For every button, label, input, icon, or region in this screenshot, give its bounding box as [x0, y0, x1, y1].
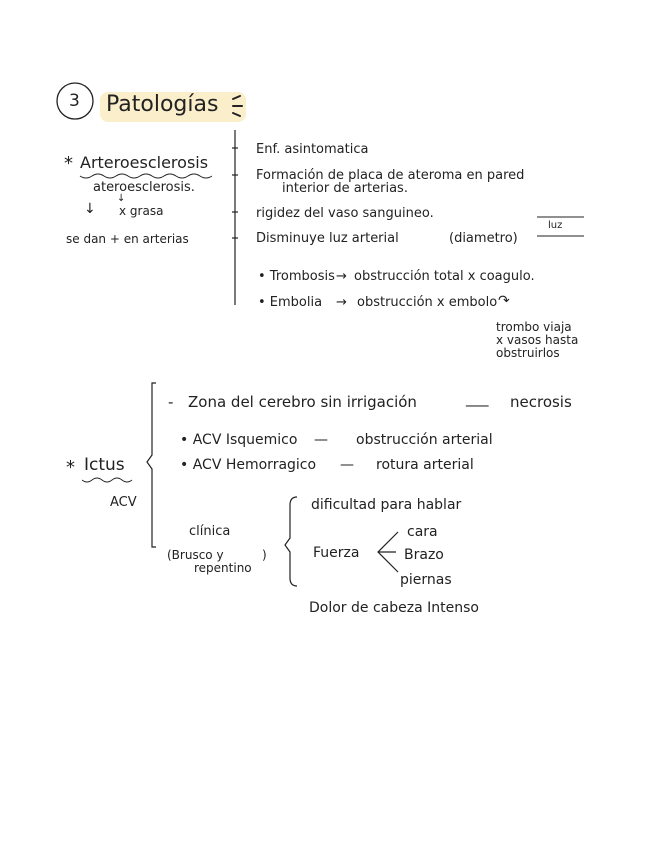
embolo-note-1: trombo viaja: [496, 320, 572, 334]
clinica-note-1: (Brusco y: [167, 548, 224, 562]
ictus-heading: Ictus: [84, 455, 125, 475]
embolo-note-3: obstruirlos: [496, 346, 560, 360]
symptom-cara: cara: [407, 524, 438, 540]
embolo-note-2: x vasos hasta: [496, 333, 579, 347]
clinica-label: clínica: [189, 524, 231, 539]
isquemico-dash: —: [314, 432, 328, 448]
title-number: 3: [69, 91, 80, 111]
arterio-heading: Arteroesclerosis: [80, 153, 209, 172]
clinica-note-1-end: ): [262, 548, 267, 562]
hemorragico-dash: —: [340, 457, 354, 473]
curved-arrow-icon: ↷: [498, 293, 510, 309]
symptom-piernas: piernas: [400, 572, 452, 588]
symptom-dolor: Dolor de cabeza Intenso: [309, 600, 479, 616]
bullet-asintomatica: Enf. asintomatica: [256, 142, 369, 157]
isquemico-text: • ACV Isquemico: [180, 432, 298, 448]
ictus-star: *: [66, 457, 75, 478]
trombosis-text: obstrucción total x coagulo.: [354, 269, 535, 284]
heading-star: *: [64, 153, 73, 174]
clinica-brace: [285, 497, 297, 586]
bullet-placa: Formación de placa de ateroma en pared: [256, 168, 525, 183]
grasa-note: x grasa: [119, 204, 164, 218]
embolia-arrow: →: [336, 295, 347, 310]
down-arrow: ↓: [84, 201, 96, 217]
zona-line: ___: [466, 389, 489, 407]
trombosis-arrow: →: [336, 269, 347, 284]
split-word: ateroesclerosis.: [93, 180, 195, 195]
ictus-brace: [147, 383, 156, 547]
ictus-underline: [82, 478, 132, 482]
small-arrow: ↓: [117, 193, 126, 204]
luz-box-label: luz: [548, 220, 563, 231]
bullet-rigidez: rigidez del vaso sanguineo.: [256, 206, 434, 221]
embolia-name: • Embolia: [258, 295, 323, 310]
zona-result: necrosis: [510, 393, 572, 411]
zona-text: Zona del cerebro sin irrigación: [188, 393, 417, 411]
symptom-brazo: Brazo: [404, 547, 444, 563]
page-title: Patologías: [106, 92, 219, 117]
symptom-hablar: dificultad para hablar: [311, 497, 462, 513]
ictus-sub: ACV: [110, 495, 137, 510]
clinica-note-2: repentino: [194, 561, 252, 575]
hemorragico-text: • ACV Hemorragico: [180, 457, 317, 473]
symptom-fuerza: Fuerza: [313, 545, 360, 561]
trombosis-name: • Trombosis: [258, 269, 335, 284]
embolia-text: obstrucción x embolo: [357, 295, 498, 310]
isquemico-result: obstrucción arterial: [356, 432, 493, 448]
bullet-diametro: (diametro): [449, 231, 518, 246]
bullet-luz: Disminuye luz arterial: [256, 231, 399, 246]
arteries-note: se dan + en arterias: [66, 232, 189, 246]
zona-dash: -: [168, 393, 174, 411]
heading-underline: [80, 174, 212, 178]
hemorragico-result: rotura arterial: [376, 457, 474, 473]
bullet-placa-cont: interior de arterias.: [282, 181, 408, 196]
